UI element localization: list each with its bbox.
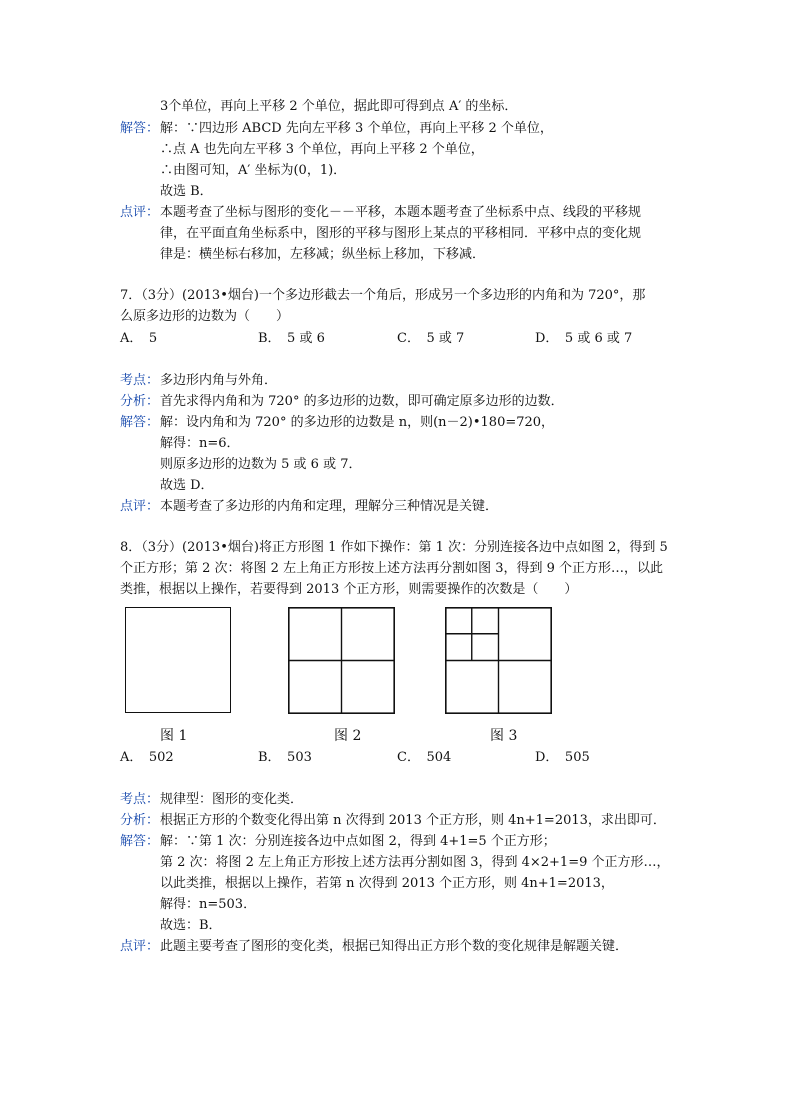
analysis-continuation: 3个单位，再向上平移 2 个单位，据此即可得到点 A′ 的坐标． xyxy=(160,99,518,114)
figure-3-caption: 图 3 xyxy=(490,728,518,744)
q8-stem-line: 8．（3分）(2013•烟台)将正方形图 1 作如下操作：第 1 次：分别连接各边中点如图 2，得到 5 xyxy=(120,540,668,555)
q7-answer-line: 解：设内角和为 720° 的多边形的边数是 n，则(n－2)•180=720， xyxy=(160,415,555,430)
q8-answer-line: 解得：n=503． xyxy=(160,897,257,912)
q7-comment: 本题考查了多边形的内角和定理，理解分三种情况是关键． xyxy=(160,499,499,514)
figure-1-caption: 图 1 xyxy=(160,728,188,744)
q7-answer-line: 故选 D． xyxy=(160,478,214,493)
q7-option-b: B． 5 或 6 xyxy=(258,331,325,346)
q7-answer-tag: 解答： xyxy=(120,415,160,430)
q7-stem-line: 么原多边形的边数为（ ） xyxy=(120,309,290,324)
q7-option-a: A． 5 xyxy=(120,331,158,346)
comment-tag: 点评： xyxy=(120,205,160,220)
q8-answer-line: 第 2 次：将图 2 左上角正方形按上述方法再分割如图 3，得到 4×2+1=9 个正方形…， xyxy=(160,855,670,870)
q8-stem-line: 个正方形；第 2 次：将图 2 左上角正方形按上述方法再分割如图 3，得到 9 个正方形…，以此 xyxy=(120,561,664,576)
q8-option-c: C． 504 xyxy=(397,750,452,765)
figure-1-square xyxy=(125,607,231,713)
q7-comment-tag: 点评： xyxy=(120,499,160,514)
q7-fenxi: 首先求得内角和为 720° 的多边形的边数，即可确定原多边形的边数． xyxy=(160,394,564,409)
q7-fenxi-tag: 分析： xyxy=(120,394,160,409)
q8-stem-line: 类推，根据以上操作，若要得到 2013 个正方形，则需要操作的次数是（ ） xyxy=(120,582,578,597)
answer-line: ∴由图可知，A′ 坐标为(0，1)． xyxy=(160,163,347,178)
q7-option-d: D． 5 或 6 或 7 xyxy=(535,331,633,346)
figure-3-diagram xyxy=(445,607,552,714)
q8-answer-line: 故选：B． xyxy=(160,918,222,933)
comment-line: 本题考查了坐标与图形的变化－－平移，本题本题考查了坐标系中点、线段的平移规 xyxy=(160,205,642,220)
q8-option-b: B． 503 xyxy=(258,750,312,765)
q8-kaodian-tag: 考点： xyxy=(120,792,160,807)
q7-answer-line: 解得：n=6． xyxy=(160,436,240,451)
q8-kaodian: 规律型：图形的变化类． xyxy=(160,792,304,807)
q7-answer-line: 则原多边形的边数为 5 或 6 或 7． xyxy=(160,457,362,472)
comment-line: 律，在平面直角坐标系中，图形的平移与图形上某点的平移相同．平移中点的变化规 xyxy=(160,226,642,241)
q7-option-c: C． 5 或 7 xyxy=(397,331,465,346)
answer-line: ∴点 A 也先向左平移 3 个单位，再向上平移 2 个单位， xyxy=(160,142,484,157)
q7-stem-line: 7．（3分）(2013•烟台)一个多边形截去一个角后，形成另一个多边形的内角和为 720°，那 xyxy=(120,288,646,303)
q8-comment: 此题主要考查了图形的变化类，根据已知得出正方形个数的变化规律是解题关键． xyxy=(160,939,629,954)
comment-line: 律是：横坐标右移加，左移减；纵坐标上移加，下移减． xyxy=(160,247,486,262)
q8-option-a: A． 502 xyxy=(120,750,174,765)
answer-tag: 解答： xyxy=(120,121,160,136)
q8-option-d: D． 505 xyxy=(535,750,590,765)
q7-kaodian: 多边形内角与外角． xyxy=(160,373,278,388)
q8-comment-tag: 点评： xyxy=(120,939,160,954)
q8-fenxi: 根据正方形的个数变化得出第 n 次得到 2013 个正方形，则 4n+1=2013，求出即可． xyxy=(160,813,666,828)
answer-line: 故选 B． xyxy=(160,184,213,199)
figure-2-diagram xyxy=(288,607,395,714)
q8-answer-line: 解：∵第 1 次：分别连接各边中点如图 2，得到 4+1=5 个正方形； xyxy=(160,834,556,849)
answer-line: 解：∵四边形 ABCD 先向左平移 3 个单位，再向上平移 2 个单位， xyxy=(160,121,553,136)
q7-kaodian-tag: 考点： xyxy=(120,373,160,388)
q8-answer-tag: 解答： xyxy=(120,834,160,849)
figure-2-caption: 图 2 xyxy=(334,728,362,744)
q8-answer-line: 以此类推，根据以上操作，若第 n 次得到 2013 个正方形，则 4n+1=2013， xyxy=(160,876,614,891)
q8-fenxi-tag: 分析： xyxy=(120,813,160,828)
